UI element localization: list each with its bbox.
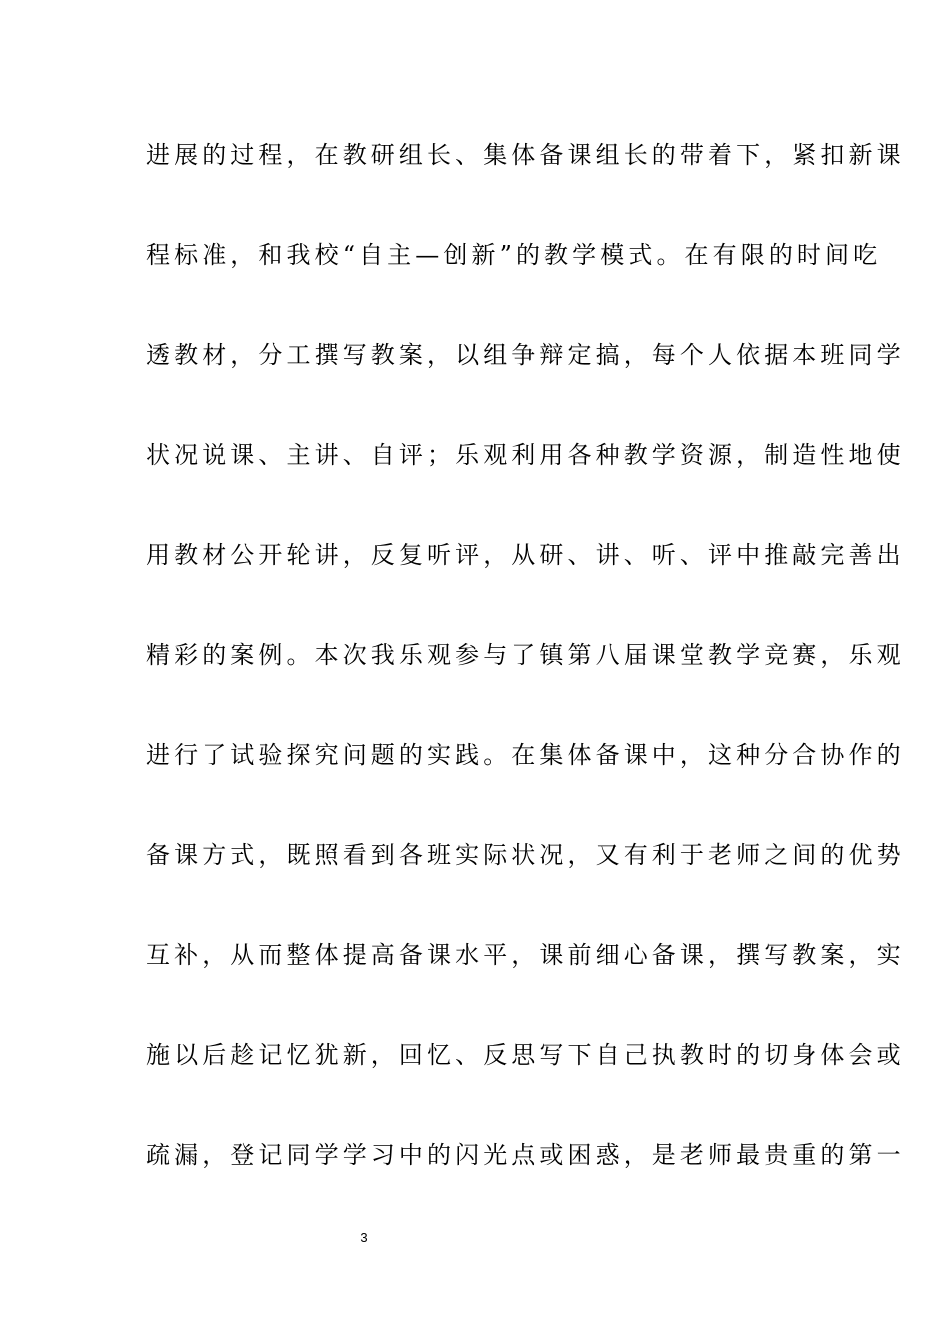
text-line: 备课方式，既照看到各班实际状况，又有利于老师之间的优势 <box>146 841 905 869</box>
body-paragraph <box>146 132 905 1232</box>
text-line: 精彩的案例。本次我乐观参与了镇第八届课堂教学竞赛，乐观 <box>146 641 905 669</box>
page-number: 3 <box>360 1230 368 1245</box>
text-line: 透教材，分工撰写教案，以组争辩定搞，每个人依据本班同学 <box>146 341 905 369</box>
text-line: 进展的过程，在教研组长、集体备课组长的带着下，紧扣新课 <box>146 141 905 169</box>
text-line: 施以后趁记忆犹新，回忆、反思写下自己执教时的切身体会或 <box>146 1041 905 1069</box>
text-line: 疏漏，登记同学学习中的闪光点或困惑，是老师最贵重的第一 <box>146 1141 905 1169</box>
text-line: 状况说课、主讲、自评；乐观利用各种教学资源，制造性地使 <box>146 441 905 469</box>
text-line: 用教材公开轮讲，反复听评，从研、讲、听、评中推敲完善出 <box>146 541 905 569</box>
text-line: 程标准，和我校“自主—创新”的教学模式。在有限的时间吃 <box>146 241 882 269</box>
text-line: 互补，从而整体提高备课水平，课前细心备课，撰写教案，实 <box>146 941 905 969</box>
text-line: 进行了试验探究问题的实践。在集体备课中，这种分合协作的 <box>146 741 905 769</box>
